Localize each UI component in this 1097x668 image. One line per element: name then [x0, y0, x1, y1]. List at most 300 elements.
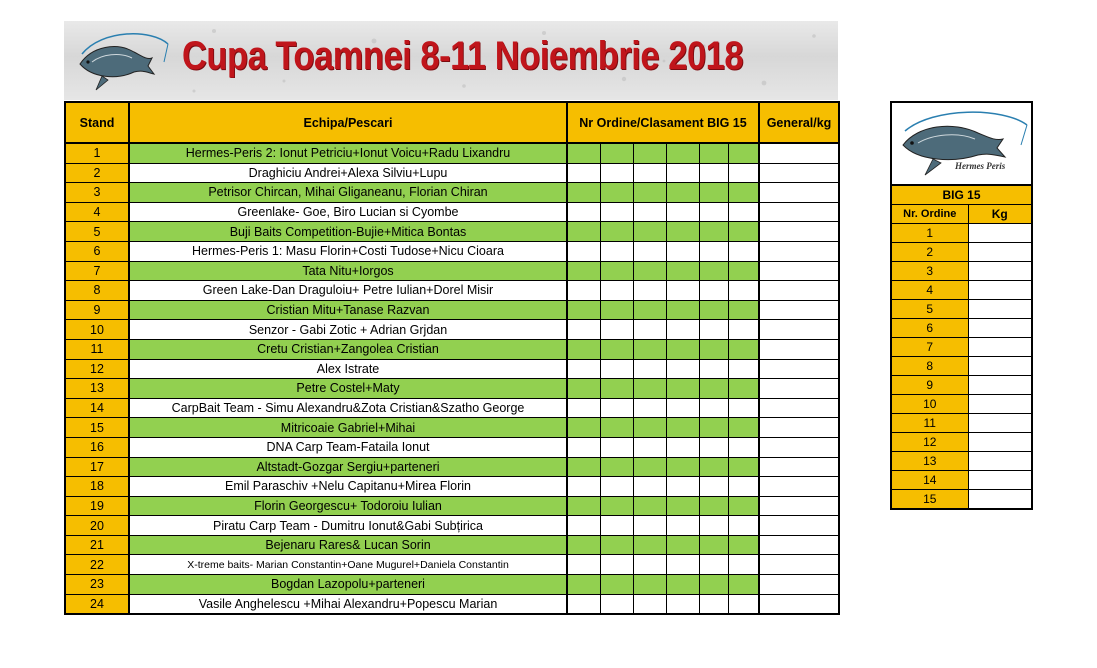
- order-cell[interactable]: [728, 300, 759, 320]
- order-cell[interactable]: [666, 339, 699, 359]
- order-cell[interactable]: [567, 575, 600, 595]
- team-name: DNA Carp Team-Fataila Ionut: [129, 437, 567, 457]
- order-cell[interactable]: [567, 496, 600, 516]
- order-cell[interactable]: [633, 261, 666, 281]
- order-cell[interactable]: [600, 496, 633, 516]
- table-row: [65, 143, 839, 163]
- header-stand: Stand: [65, 102, 129, 143]
- big15-row: [891, 376, 1032, 395]
- order-cell[interactable]: [699, 379, 728, 399]
- order-cell[interactable]: [728, 202, 759, 222]
- big15-order: 9: [891, 376, 968, 395]
- order-cell[interactable]: [728, 281, 759, 301]
- order-cell[interactable]: [567, 437, 600, 457]
- big15-order: 11: [891, 414, 968, 433]
- stand-number: 24: [65, 594, 129, 614]
- order-cell[interactable]: [600, 575, 633, 595]
- order-cell[interactable]: [666, 457, 699, 477]
- order-cell[interactable]: [699, 222, 728, 242]
- general-kg-cell[interactable]: [759, 477, 839, 497]
- table-row: [65, 535, 839, 555]
- general-kg-cell[interactable]: [759, 222, 839, 242]
- fish-logo-icon: [72, 24, 172, 97]
- big15-order: 14: [891, 471, 968, 490]
- big15-table: [890, 101, 1033, 510]
- order-cell[interactable]: [666, 183, 699, 203]
- order-cell[interactable]: [633, 457, 666, 477]
- stand-number: 21: [65, 535, 129, 555]
- team-name: Greenlake- Goe, Biro Lucian si Cyombe: [129, 202, 567, 222]
- table-row: [65, 163, 839, 183]
- table-row: [65, 300, 839, 320]
- big15-kg-cell[interactable]: [968, 414, 1032, 433]
- stand-number: 11: [65, 339, 129, 359]
- order-cell[interactable]: [666, 281, 699, 301]
- order-cell[interactable]: [666, 222, 699, 242]
- team-name: Senzor - Gabi Zotic + Adrian Grjdan: [129, 320, 567, 340]
- general-kg-cell[interactable]: [759, 516, 839, 536]
- table-row: [65, 575, 839, 595]
- big15-title: BIG 15: [891, 185, 1032, 205]
- stand-number: 19: [65, 496, 129, 516]
- order-cell[interactable]: [699, 300, 728, 320]
- order-cell[interactable]: [666, 555, 699, 575]
- stand-number: 15: [65, 418, 129, 438]
- big15-kg-cell[interactable]: [968, 452, 1032, 471]
- general-kg-cell[interactable]: [759, 496, 839, 516]
- big15-row: [891, 281, 1032, 300]
- team-name: Alex Istrate: [129, 359, 567, 379]
- stand-number: 18: [65, 477, 129, 497]
- order-cell[interactable]: [666, 379, 699, 399]
- order-cell[interactable]: [567, 535, 600, 555]
- big15-kg-cell[interactable]: [968, 319, 1032, 338]
- order-cell[interactable]: [633, 339, 666, 359]
- order-cell[interactable]: [567, 320, 600, 340]
- stand-number: 5: [65, 222, 129, 242]
- order-cell[interactable]: [600, 163, 633, 183]
- general-kg-cell[interactable]: [759, 594, 839, 614]
- big15-col-kg: Kg: [968, 205, 1032, 224]
- order-cell[interactable]: [567, 143, 600, 163]
- order-cell[interactable]: [633, 575, 666, 595]
- big15-kg-cell[interactable]: [968, 376, 1032, 395]
- order-cell[interactable]: [600, 281, 633, 301]
- big15-kg-cell[interactable]: [968, 243, 1032, 262]
- order-cell[interactable]: [567, 379, 600, 399]
- order-cell[interactable]: [728, 457, 759, 477]
- big15-kg-cell[interactable]: [968, 338, 1032, 357]
- header-general: General/kg: [759, 102, 839, 143]
- table-row: [65, 437, 839, 457]
- team-name: Hermes-Peris 2: Ionut Petriciu+Ionut Voicu+Radu Lixandru: [129, 143, 567, 163]
- general-kg-cell[interactable]: [759, 183, 839, 203]
- stand-number: 14: [65, 398, 129, 418]
- general-kg-cell[interactable]: [759, 281, 839, 301]
- order-cell[interactable]: [699, 594, 728, 614]
- order-cell[interactable]: [699, 143, 728, 163]
- order-cell[interactable]: [567, 261, 600, 281]
- order-cell[interactable]: [666, 496, 699, 516]
- table-row: [65, 477, 839, 497]
- big15-logo: [891, 102, 1032, 185]
- team-name: Tata Nitu+Iorgos: [129, 261, 567, 281]
- order-cell[interactable]: [666, 594, 699, 614]
- team-name: Cretu Cristian+Zangolea Cristian: [129, 339, 567, 359]
- order-cell[interactable]: [600, 437, 633, 457]
- order-cell[interactable]: [600, 359, 633, 379]
- order-cell[interactable]: [600, 300, 633, 320]
- team-name: Florin Georgescu+ Todoroiu Iulian: [129, 496, 567, 516]
- order-cell[interactable]: [699, 555, 728, 575]
- stand-number: 8: [65, 281, 129, 301]
- order-cell[interactable]: [728, 143, 759, 163]
- general-kg-cell[interactable]: [759, 163, 839, 183]
- order-cell[interactable]: [699, 535, 728, 555]
- order-cell[interactable]: [567, 339, 600, 359]
- order-cell[interactable]: [728, 594, 759, 614]
- order-cell[interactable]: [728, 320, 759, 340]
- big15-row: [891, 338, 1032, 357]
- general-kg-cell[interactable]: [759, 320, 839, 340]
- team-name: Mitricoaie Gabriel+Mihai: [129, 418, 567, 438]
- order-cell[interactable]: [633, 379, 666, 399]
- big15-row: [891, 433, 1032, 452]
- order-cell[interactable]: [600, 379, 633, 399]
- order-cell[interactable]: [666, 418, 699, 438]
- table-row: [65, 261, 839, 281]
- general-kg-cell[interactable]: [759, 359, 839, 379]
- order-cell[interactable]: [600, 222, 633, 242]
- order-cell[interactable]: [666, 261, 699, 281]
- order-cell[interactable]: [666, 575, 699, 595]
- table-row: [65, 594, 839, 614]
- stand-number: 9: [65, 300, 129, 320]
- stand-number: 1: [65, 143, 129, 163]
- order-cell[interactable]: [600, 143, 633, 163]
- order-cell[interactable]: [728, 339, 759, 359]
- order-cell[interactable]: [567, 241, 600, 261]
- order-cell[interactable]: [633, 477, 666, 497]
- table-row: [65, 339, 839, 359]
- stand-number: 23: [65, 575, 129, 595]
- order-cell[interactable]: [600, 516, 633, 536]
- big15-order: 2: [891, 243, 968, 262]
- order-cell[interactable]: [699, 418, 728, 438]
- big15-order: 7: [891, 338, 968, 357]
- table-row: [65, 418, 839, 438]
- banner: [64, 21, 838, 100]
- teams-table: [64, 101, 840, 615]
- general-kg-cell[interactable]: [759, 575, 839, 595]
- big15-kg-cell[interactable]: [968, 395, 1032, 414]
- order-cell[interactable]: [600, 594, 633, 614]
- order-cell[interactable]: [728, 163, 759, 183]
- order-cell[interactable]: [633, 241, 666, 261]
- team-name: Buji Baits Competition-Bujie+Mitica Bontas: [129, 222, 567, 242]
- stand-number: 13: [65, 379, 129, 399]
- big15-kg-cell[interactable]: [968, 262, 1032, 281]
- order-cell[interactable]: [633, 359, 666, 379]
- order-cell[interactable]: [699, 575, 728, 595]
- big15-row: [891, 243, 1032, 262]
- order-cell[interactable]: [728, 477, 759, 497]
- stand-number: 10: [65, 320, 129, 340]
- big15-order: 10: [891, 395, 968, 414]
- general-kg-cell[interactable]: [759, 535, 839, 555]
- order-cell[interactable]: [728, 183, 759, 203]
- header-order: Nr Ordine/Clasament BIG 15: [567, 102, 759, 143]
- stand-number: 22: [65, 555, 129, 575]
- general-kg-cell[interactable]: [759, 379, 839, 399]
- order-cell[interactable]: [699, 398, 728, 418]
- stand-number: 17: [65, 457, 129, 477]
- order-cell[interactable]: [699, 281, 728, 301]
- big15-row: [891, 452, 1032, 471]
- order-cell[interactable]: [600, 202, 633, 222]
- order-cell[interactable]: [666, 320, 699, 340]
- order-cell[interactable]: [699, 477, 728, 497]
- order-cell[interactable]: [666, 398, 699, 418]
- team-name: Petre Costel+Maty: [129, 379, 567, 399]
- order-cell[interactable]: [567, 516, 600, 536]
- order-cell[interactable]: [666, 437, 699, 457]
- order-cell[interactable]: [633, 202, 666, 222]
- order-cell[interactable]: [666, 477, 699, 497]
- team-name: Bogdan Lazopolu+parteneri: [129, 575, 567, 595]
- team-name: Altstadt-Gozgar Sergiu+parteneri: [129, 457, 567, 477]
- big15-order: 13: [891, 452, 968, 471]
- big15-row: [891, 319, 1032, 338]
- big15-row: [891, 395, 1032, 414]
- big15-row: [891, 490, 1032, 510]
- order-cell[interactable]: [633, 496, 666, 516]
- order-cell[interactable]: [567, 300, 600, 320]
- page-title: Cupa Toamnei 8-11 Noiembrie 2018: [182, 34, 744, 78]
- order-cell[interactable]: [699, 457, 728, 477]
- big15-kg-cell[interactable]: [968, 357, 1032, 376]
- order-cell[interactable]: [666, 163, 699, 183]
- big15-kg-cell[interactable]: [968, 490, 1032, 510]
- order-cell[interactable]: [728, 241, 759, 261]
- order-cell[interactable]: [633, 222, 666, 242]
- team-name: Hermes-Peris 1: Masu Florin+Costi Tudose+Nicu Cioara: [129, 241, 567, 261]
- order-cell[interactable]: [699, 261, 728, 281]
- order-cell[interactable]: [567, 555, 600, 575]
- order-cell[interactable]: [666, 359, 699, 379]
- order-cell[interactable]: [666, 143, 699, 163]
- team-name: CarpBait Team - Simu Alexandru&Zota Cristian&Szatho George: [129, 398, 567, 418]
- order-cell[interactable]: [600, 339, 633, 359]
- big15-order: 4: [891, 281, 968, 300]
- stand-number: 2: [65, 163, 129, 183]
- order-cell[interactable]: [728, 555, 759, 575]
- big15-row: [891, 300, 1032, 319]
- order-cell[interactable]: [728, 575, 759, 595]
- team-name: X-treme baits- Marian Constantin+Oane Mugurel+Daniela Constantin: [129, 555, 567, 575]
- order-cell[interactable]: [666, 202, 699, 222]
- order-cell[interactable]: [699, 516, 728, 536]
- order-cell[interactable]: [633, 437, 666, 457]
- table-row: [65, 457, 839, 477]
- big15-order: 8: [891, 357, 968, 376]
- order-cell[interactable]: [633, 163, 666, 183]
- table-row: [65, 398, 839, 418]
- order-cell[interactable]: [567, 457, 600, 477]
- order-cell[interactable]: [728, 222, 759, 242]
- big15-row: [891, 471, 1032, 490]
- big15-row: [891, 414, 1032, 433]
- stand-number: 16: [65, 437, 129, 457]
- order-cell[interactable]: [567, 202, 600, 222]
- order-cell[interactable]: [699, 202, 728, 222]
- table-row: [65, 359, 839, 379]
- big15-row: [891, 224, 1032, 243]
- order-cell[interactable]: [666, 300, 699, 320]
- order-cell[interactable]: [699, 320, 728, 340]
- order-cell[interactable]: [699, 241, 728, 261]
- general-kg-cell[interactable]: [759, 143, 839, 163]
- order-cell[interactable]: [567, 163, 600, 183]
- order-cell[interactable]: [666, 516, 699, 536]
- order-cell[interactable]: [600, 398, 633, 418]
- table-row: [65, 555, 839, 575]
- order-cell[interactable]: [567, 594, 600, 614]
- general-kg-cell[interactable]: [759, 457, 839, 477]
- order-cell[interactable]: [567, 398, 600, 418]
- general-kg-cell[interactable]: [759, 241, 839, 261]
- stand-number: 7: [65, 261, 129, 281]
- big15-order: 5: [891, 300, 968, 319]
- big15-order: 1: [891, 224, 968, 243]
- order-cell[interactable]: [728, 437, 759, 457]
- team-name: Cristian Mitu+Tanase Razvan: [129, 300, 567, 320]
- order-cell[interactable]: [728, 418, 759, 438]
- order-cell[interactable]: [567, 281, 600, 301]
- order-cell[interactable]: [666, 535, 699, 555]
- order-cell[interactable]: [600, 535, 633, 555]
- team-name: Bejenaru Rares& Lucan Sorin: [129, 535, 567, 555]
- order-cell[interactable]: [699, 496, 728, 516]
- order-cell[interactable]: [600, 261, 633, 281]
- order-cell[interactable]: [600, 457, 633, 477]
- order-cell[interactable]: [567, 222, 600, 242]
- order-cell[interactable]: [633, 183, 666, 203]
- team-name: Piratu Carp Team - Dumitru Ionut&Gabi Subțirica: [129, 516, 567, 536]
- table-row: [65, 496, 839, 516]
- big15-order: 3: [891, 262, 968, 281]
- big15-kg-cell[interactable]: [968, 471, 1032, 490]
- order-cell[interactable]: [728, 359, 759, 379]
- order-cell[interactable]: [728, 379, 759, 399]
- big15-col-order: Nr. Ordine: [891, 205, 968, 224]
- order-cell[interactable]: [666, 241, 699, 261]
- order-cell[interactable]: [699, 183, 728, 203]
- stand-number: 4: [65, 202, 129, 222]
- order-cell[interactable]: [567, 477, 600, 497]
- order-cell[interactable]: [728, 516, 759, 536]
- big15-kg-cell[interactable]: [968, 433, 1032, 452]
- order-cell[interactable]: [699, 437, 728, 457]
- order-cell[interactable]: [567, 359, 600, 379]
- order-cell[interactable]: [633, 418, 666, 438]
- logo-text: Hermes Peris: [954, 161, 1005, 171]
- order-cell[interactable]: [633, 555, 666, 575]
- table-row: [65, 320, 839, 340]
- fish-logo-icon: [893, 103, 1031, 181]
- big15-kg-cell[interactable]: [968, 300, 1032, 319]
- order-cell[interactable]: [728, 398, 759, 418]
- stand-number: 6: [65, 241, 129, 261]
- order-cell[interactable]: [600, 183, 633, 203]
- header-team: Echipa/Pescari: [129, 102, 567, 143]
- order-cell[interactable]: [600, 555, 633, 575]
- general-kg-cell[interactable]: [759, 398, 839, 418]
- order-cell[interactable]: [633, 535, 666, 555]
- order-cell[interactable]: [633, 300, 666, 320]
- order-cell[interactable]: [699, 359, 728, 379]
- table-row: [65, 516, 839, 536]
- table-row: [65, 183, 839, 203]
- big15-order: 12: [891, 433, 968, 452]
- order-cell[interactable]: [728, 496, 759, 516]
- team-name: Green Lake-Dan Draguloiu+ Petre Iulian+Dorel Misir: [129, 281, 567, 301]
- big15-row: [891, 262, 1032, 281]
- team-name: Vasile Anghelescu +Mihai Alexandru+Popescu Marian: [129, 594, 567, 614]
- table-row: [65, 241, 839, 261]
- general-kg-cell[interactable]: [759, 418, 839, 438]
- order-cell[interactable]: [633, 281, 666, 301]
- order-cell[interactable]: [633, 594, 666, 614]
- table-row: [65, 281, 839, 301]
- team-name: Petrisor Chircan, Mihai Gliganeanu, Florian Chiran: [129, 183, 567, 203]
- table-row: [65, 202, 839, 222]
- order-cell[interactable]: [699, 163, 728, 183]
- big15-kg-cell[interactable]: [968, 224, 1032, 243]
- stand-number: 3: [65, 183, 129, 203]
- table-header: [65, 102, 839, 143]
- order-cell[interactable]: [600, 418, 633, 438]
- big15-kg-cell[interactable]: [968, 281, 1032, 300]
- general-kg-cell[interactable]: [759, 339, 839, 359]
- order-cell[interactable]: [600, 477, 633, 497]
- general-kg-cell[interactable]: [759, 555, 839, 575]
- big15-row: [891, 357, 1032, 376]
- big15-order: 15: [891, 490, 968, 510]
- order-cell[interactable]: [633, 398, 666, 418]
- general-kg-cell[interactable]: [759, 300, 839, 320]
- big15-order: 6: [891, 319, 968, 338]
- order-cell[interactable]: [633, 516, 666, 536]
- order-cell[interactable]: [567, 183, 600, 203]
- order-cell[interactable]: [728, 261, 759, 281]
- general-kg-cell[interactable]: [759, 261, 839, 281]
- team-name: Emil Paraschiv +Nelu Capitanu+Mirea Florin: [129, 477, 567, 497]
- stand-number: 12: [65, 359, 129, 379]
- order-cell[interactable]: [633, 320, 666, 340]
- table-row: [65, 222, 839, 242]
- team-name: Draghiciu Andrei+Alexa Silviu+Lupu: [129, 163, 567, 183]
- general-kg-cell[interactable]: [759, 437, 839, 457]
- order-cell[interactable]: [699, 339, 728, 359]
- table-row: [65, 379, 839, 399]
- order-cell[interactable]: [633, 143, 666, 163]
- general-kg-cell[interactable]: [759, 202, 839, 222]
- order-cell[interactable]: [600, 241, 633, 261]
- order-cell[interactable]: [567, 418, 600, 438]
- order-cell[interactable]: [600, 320, 633, 340]
- order-cell[interactable]: [728, 535, 759, 555]
